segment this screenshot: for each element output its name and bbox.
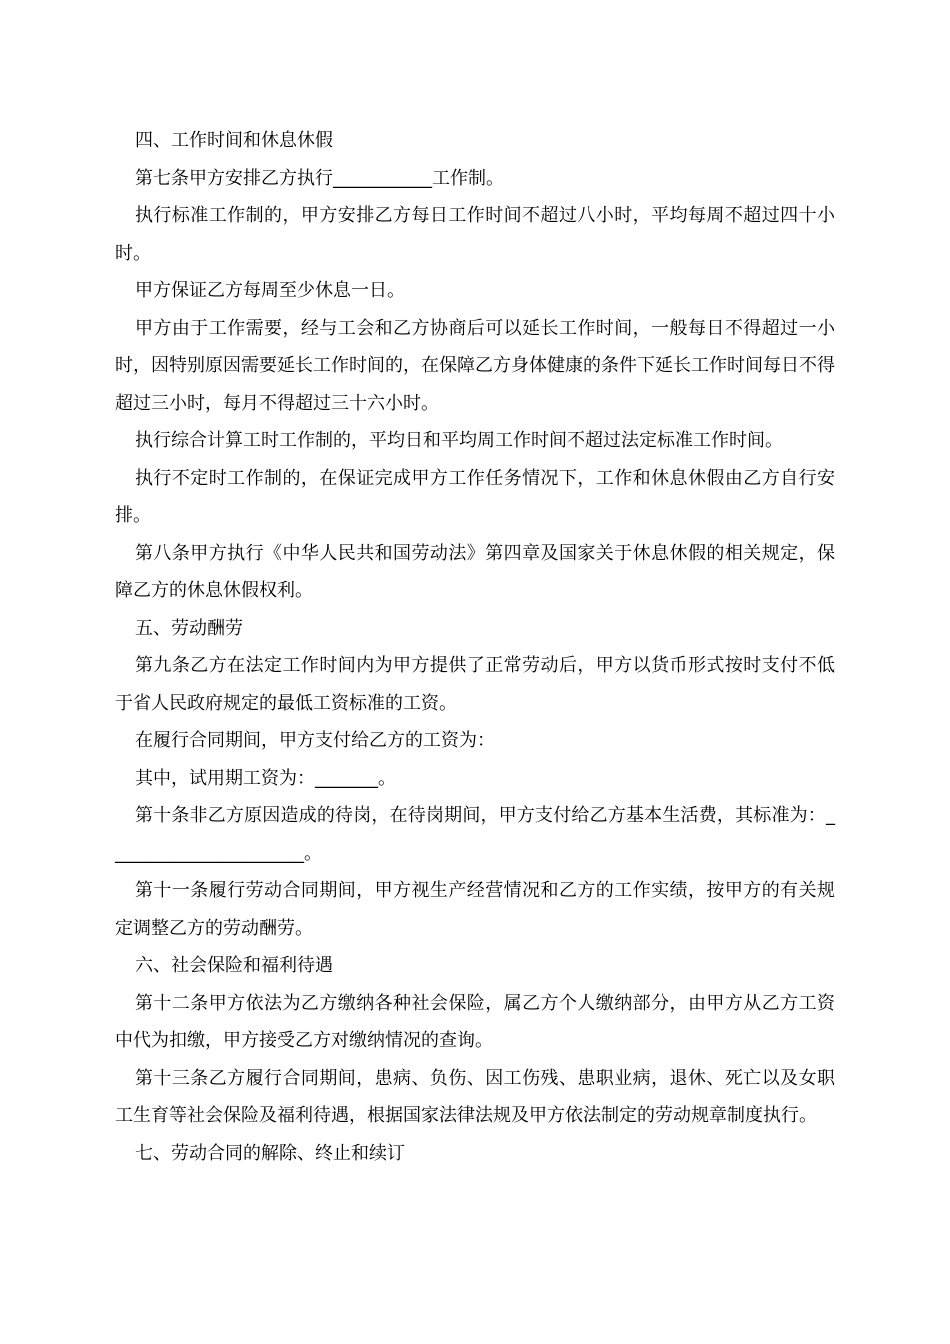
paragraph-salary: 在履行合同期间，甲方支付给乙方的工资为： bbox=[135, 730, 495, 751]
paragraph-comprehensive-hours: 执行综合计算工时工作制的，平均日和平均周工作时间不超过法定标准工作时间。 bbox=[135, 430, 783, 451]
document-body bbox=[115, 122, 835, 1172]
article-9: 第九条乙方在法定工作时间内为甲方提供了正常劳动后，甲方以货币形式按时支付不低于省人民政府规定的最低工资标准的工资。 bbox=[115, 655, 835, 714]
section-heading-remuneration: 五、劳动酬劳 bbox=[135, 617, 243, 639]
article-8: 第八条甲方执行《中华人民共和国劳动法》第四章及国家关于休息休假的相关规定，保障乙方的休息休假权利。 bbox=[115, 542, 835, 601]
article-13: 第十三条乙方履行合同期间，患病、负伤、因工伤残、患职业病，退休、死亡以及女职工生育等社会保险及福利待遇，根据国家法律法规及甲方依法制定的劳动规章制度执行。 bbox=[115, 1067, 835, 1126]
section-heading-social-insurance: 六、社会保险和福利待遇 bbox=[135, 955, 333, 976]
article-10: 第十条非乙方原因造成的待岗，在待岗期间，甲方支付给乙方基本生活费，其标准为：______________________。 bbox=[115, 805, 835, 864]
article-12: 第十二条甲方依法为乙方缴纳各种社会保险，属乙方个人缴纳部分，由甲方从乙方工资中代为扣缴，甲方接受乙方对缴纳情况的查询。 bbox=[115, 992, 835, 1051]
section-heading-work-hours: 四、工作时间和休息休假 bbox=[135, 130, 333, 151]
section-heading-termination: 七、劳动合同的解除、终止和续订 bbox=[135, 1142, 405, 1164]
paragraph-overtime: 甲方由于工作需要，经与工会和乙方协商后可以延长工作时间，一般每日不得超过一小时，因特别原因需要延长工作时间的，在保障乙方身体健康的条件下延长工作时间每日不得超过三小时，每月不得超过三十六小时。 bbox=[115, 317, 835, 414]
paragraph-flexible-hours: 执行不定时工作制的，在保证完成甲方工作任务情况下，工作和休息休假由乙方自行安排。 bbox=[115, 467, 835, 526]
paragraph-weekly-rest: 甲方保证乙方每周至少休息一日。 bbox=[135, 280, 405, 301]
paragraph-probation-salary: 其中，试用期工资为：_______。 bbox=[135, 767, 396, 789]
article-7: 第七条甲方安排乙方执行___________工作制。 bbox=[135, 167, 504, 189]
article-11: 第十一条履行劳动合同期间，甲方视生产经营情况和乙方的工作实绩，按甲方的有关规定调整乙方的劳动酬劳。 bbox=[115, 880, 835, 939]
paragraph-standard-hours: 执行标准工作制的，甲方安排乙方每日工作时间不超过八小时，平均每周不超过四十小时。 bbox=[115, 205, 835, 264]
